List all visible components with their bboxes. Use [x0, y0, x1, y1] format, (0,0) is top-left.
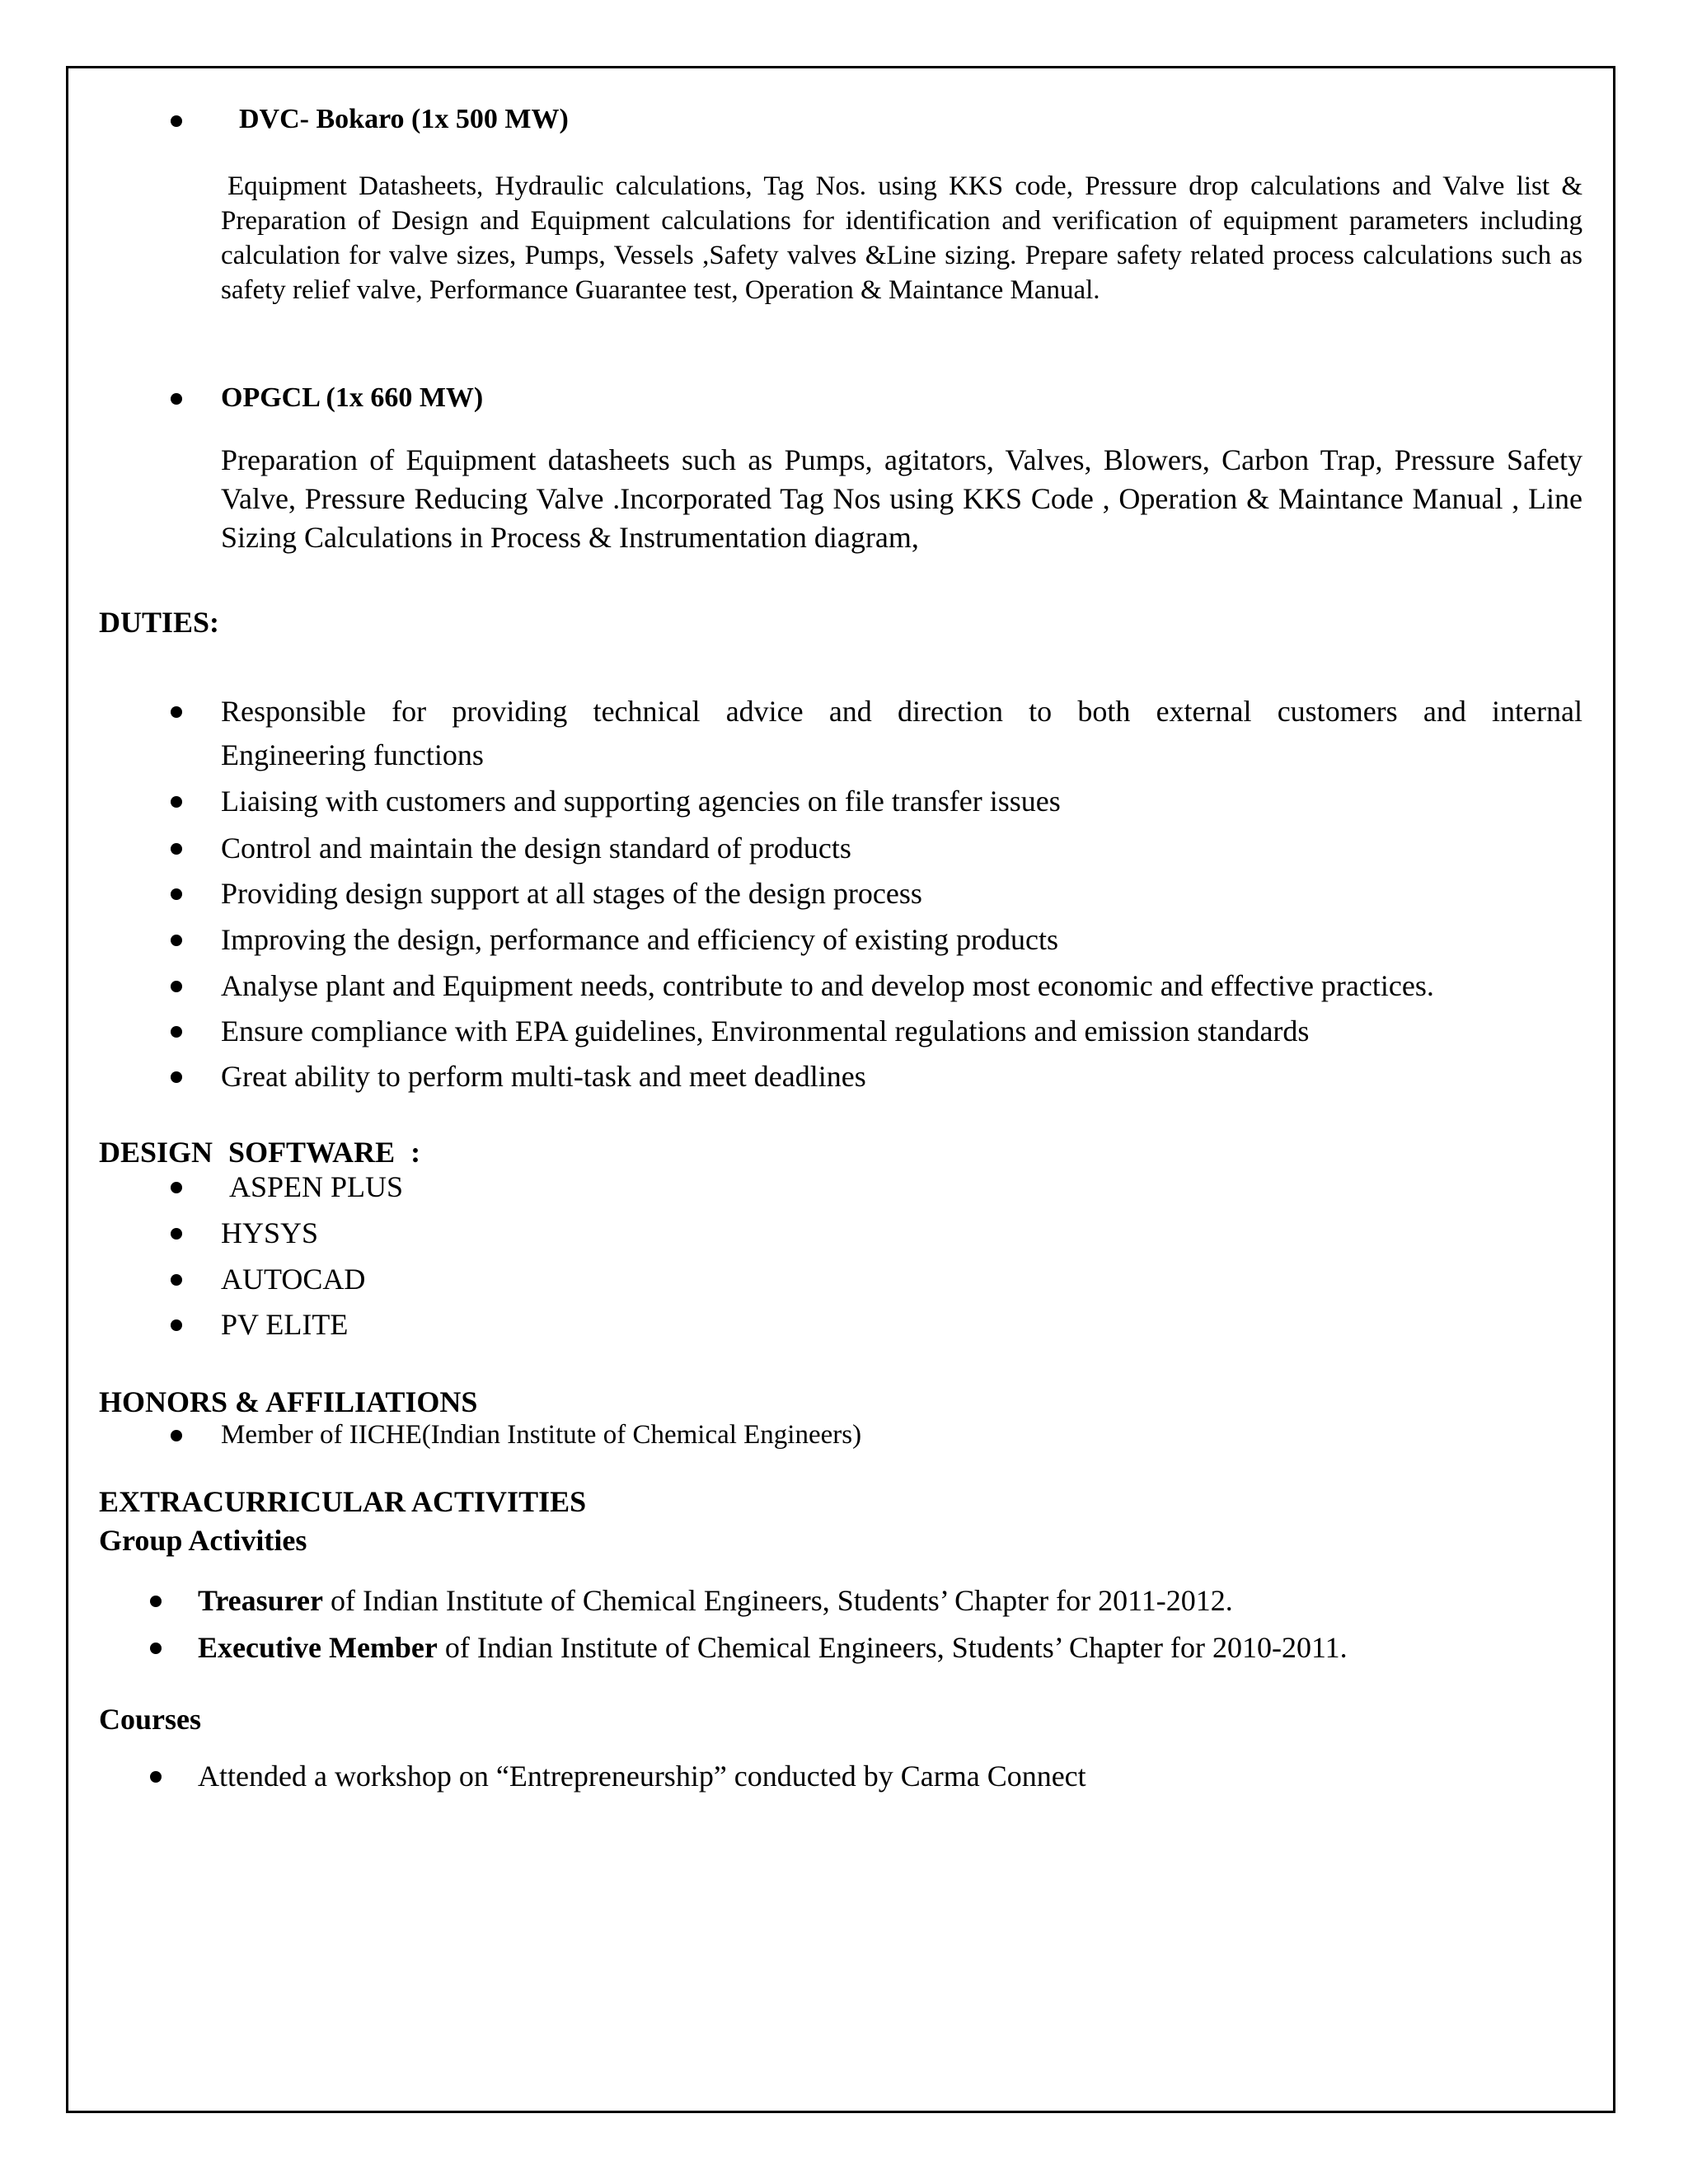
list-item: Ensure compliance with EPA guidelines, Environmental regulations and emission standards [221, 1015, 1310, 1047]
software-item: AUTOCAD [221, 1263, 366, 1296]
project-description: Preparation of Equipment datasheets such as Pumps, agitators, Valves, Blowers, Carbon Trap, Pressure Safety Valve, Pressure Reducing Valve .Incorporated Tag Nos using KKS Code , Operation & Maintance Manual , Line Sizing Calculations in Process & Instrumentation diagram, [221, 443, 1582, 554]
project-title: DVC- Bokaro (1x 500 MW) [239, 104, 569, 134]
list-item: Responsible for providing technical advice and direction to both external customers and internal [221, 695, 1582, 728]
bullet [171, 1182, 182, 1193]
list-item: Great ability to perform multi-task and meet deadlines [221, 1060, 866, 1093]
bullet [171, 1071, 182, 1083]
bullet [150, 1643, 162, 1654]
project-title: OPGCL (1x 660 MW) [221, 382, 484, 413]
bullet [171, 1274, 182, 1286]
list-item: Liaising with customers and supporting agencies on file transfer issues [221, 785, 1061, 818]
bullet [171, 1026, 182, 1038]
bullet [150, 1771, 162, 1783]
list-item: Control and maintain the design standard of products [221, 832, 851, 865]
activity-role: Treasurer [198, 1584, 323, 1617]
list-item: Providing design support at all stages of the design process [221, 877, 922, 910]
list-item: Analyse plant and Equipment needs, contribute to and develop most economic and effective practices. [221, 969, 1434, 1002]
software-item: HYSYS [221, 1216, 319, 1249]
bullet [171, 115, 182, 127]
list-item: Improving the design, performance and efficiency of existing products [221, 923, 1059, 956]
list-item-continuation: Engineering functions [221, 738, 484, 771]
course-item: Attended a workshop on “Entrepreneurship” conducted by Carma Connect [198, 1760, 1086, 1793]
software-item: ASPEN PLUS [229, 1170, 404, 1203]
honor-item: Member of IICHE(Indian Institute of Chemical Engineers) [221, 1420, 862, 1450]
software-item: PV ELITE [221, 1308, 349, 1341]
section-heading: Courses [99, 1703, 201, 1736]
bullet [171, 796, 182, 808]
bullet [171, 1430, 182, 1441]
activity-item [198, 1633, 1348, 1662]
activity-item [198, 1586, 1233, 1615]
activity-role: Executive Member [198, 1631, 438, 1664]
project-description: Equipment Datasheets, Hydraulic calculations, Tag Nos. using KKS code, Pressure drop calculations and Valve list & Preparation of Design and Equipment calculations for identification and verification of equipment parameters including calculation for valve sizes, Pumps, Vessels ,Safety valves &Line sizing. Prepare safety related process calculations such as safety relief valve, Performance Guarantee test, Operation & Maintance Manual. [221, 171, 1582, 305]
section-heading: DUTIES: [99, 606, 220, 639]
activity-text: of Indian Institute of Chemical Engineers, Students’ Chapter for 2010-2011. [437, 1631, 1348, 1664]
bullet [171, 843, 182, 855]
bullet [171, 981, 182, 992]
bullet [171, 935, 182, 946]
activity-text: of Indian Institute of Chemical Engineers, Students’ Chapter for 2011-2012. [322, 1584, 1233, 1617]
bullet [150, 1596, 162, 1607]
section-heading: EXTRACURRICULAR ACTIVITIES [99, 1485, 587, 1518]
bullet [171, 888, 182, 900]
section-subheading: Group Activities [99, 1524, 307, 1557]
bullet [171, 1228, 182, 1240]
section-heading: HONORS & AFFILIATIONS [99, 1385, 478, 1418]
bullet [171, 1319, 182, 1331]
bullet [171, 706, 182, 718]
bullet [171, 393, 182, 405]
section-heading: DESIGN SOFTWARE : [99, 1136, 421, 1169]
